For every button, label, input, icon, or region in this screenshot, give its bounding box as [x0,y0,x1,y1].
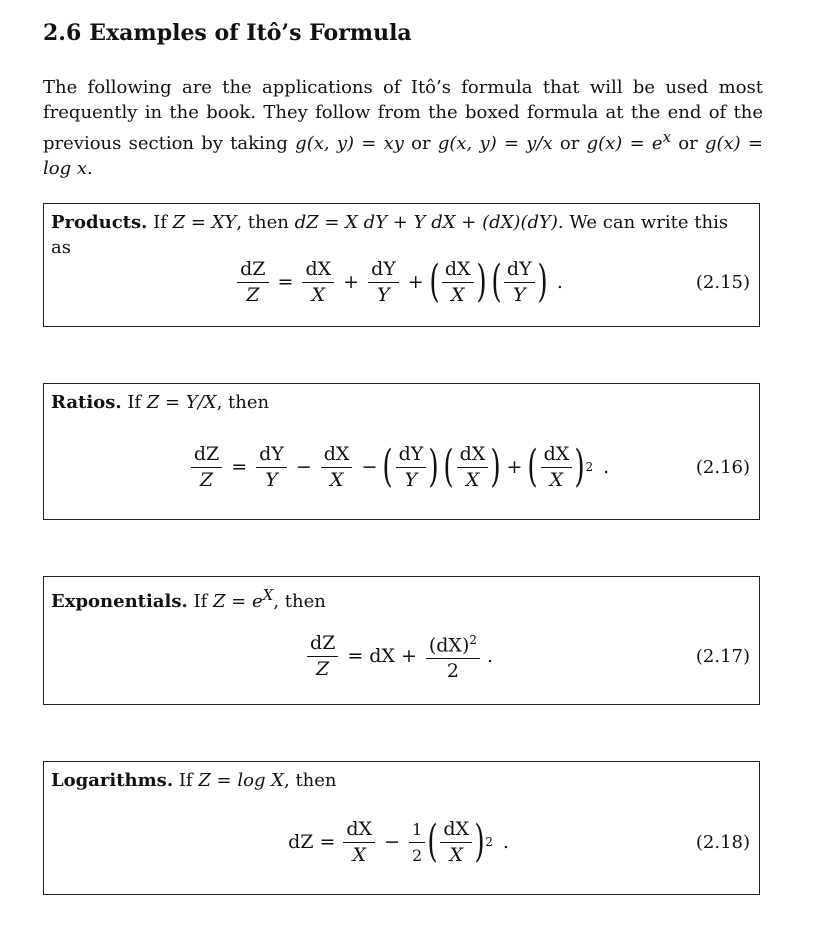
paren: ) [474,816,485,867]
var: X [311,283,326,306]
products-text: If [147,212,173,233]
intro-paragraph [43,75,763,181]
exponent: 2 [485,835,493,849]
intro-formula-log: g(x) = log x [43,133,764,179]
equation-2-17 [44,627,759,685]
exponentials-text: , then [273,591,326,612]
logarithms-condition: Z = log X [198,770,284,791]
paren: ) [574,441,586,492]
intro-end: . [87,158,93,179]
denominator [327,468,347,491]
products-box [43,203,760,327]
products-condition: Z = XY [172,212,237,233]
equation-number: (2.16) [695,456,750,478]
operator: = [347,645,364,667]
numerator: dZ [237,259,268,283]
equation-number: (2.18) [695,831,750,853]
numerator: dX [343,819,375,843]
numerator: 1 [409,819,425,843]
period: . [487,645,494,667]
var: Z [246,283,260,306]
products-text: , then [236,212,295,233]
var: Y [513,283,526,306]
fraction [440,819,472,866]
numerator: dY [256,444,287,468]
numerator: dX [302,259,334,283]
operator: + [343,271,360,293]
numerator: dZ [191,444,222,468]
ratios-text: , then [216,392,270,413]
fraction [409,819,425,866]
ratios-box [43,383,760,520]
paren: ( [427,816,438,867]
var: Z [316,657,330,680]
denominator: 2 [446,660,459,683]
intro-or: or [552,133,587,154]
fraction [321,444,353,491]
operator: + [407,271,424,293]
equation-2-16 [44,436,759,498]
paren: ) [537,256,548,307]
period: . [603,456,610,478]
exponentials-box [43,576,760,705]
operator: − [361,456,378,478]
denominator [349,843,369,866]
denominator [374,283,393,306]
section-title-text: Examples of Itô’s Formula [89,20,412,46]
ratios-text: If [121,392,147,413]
denominator [446,843,466,866]
term: (dX) [428,634,470,657]
denominator [262,468,281,491]
paren: ( [491,256,502,307]
equation-2-18 [44,812,759,872]
fraction [302,259,334,306]
fraction [426,630,480,682]
fraction [396,444,427,491]
numerator: dX [442,259,474,283]
section-number: 2.6 [43,20,82,46]
numerator: dX [440,819,472,843]
paren: ( [443,441,455,492]
var: X [449,843,463,866]
exponentials-condition-base: Z = e [212,591,263,612]
ratios-label: Ratios. [51,392,122,413]
intro-formula-exp [586,128,672,154]
products-label: Products. [51,212,148,233]
operator: + [400,645,417,667]
paren: ( [382,441,394,492]
numerator: dX [541,444,573,468]
denominator [313,657,332,680]
ratios-lead [51,390,753,415]
fraction [442,259,474,306]
var: Z [199,468,214,491]
numerator [426,630,480,659]
fraction [191,444,222,491]
operator: = [277,271,294,293]
denominator: 2 [412,845,423,865]
denominator [309,283,329,306]
intro-formula-exp-base: g(x) = e [586,133,663,154]
var: Y [377,283,390,306]
products-rule: dZ = X dY + Y dX + (dX)(dY) [294,212,558,233]
intro-or: or [403,133,438,154]
var: X [329,468,344,491]
section-title [43,20,412,46]
paren: ( [429,256,440,307]
denominator [448,283,468,306]
products-lead [51,210,753,260]
fraction [343,819,375,866]
numerator: dX [457,444,489,468]
paren: ( [527,441,539,492]
denominator [463,468,483,491]
operator: = [231,456,248,478]
equation-number: (2.15) [695,271,750,293]
denominator [402,468,421,491]
equation-number: (2.17) [695,645,750,667]
exponentials-text: If [187,591,213,612]
numerator: dY [396,444,427,468]
fraction [256,444,287,491]
intro-formula-exp-sup: x [662,128,672,146]
exponentials-label: Exponentials. [51,591,188,612]
intro-text: The following are the applications of Itô’s formula that will be used most frequently in the book. They follow from the boxed formula at the end of the previous section by taking [43,77,763,154]
fraction [541,444,573,491]
fraction [307,633,338,680]
intro-formula-product: g(x, y) = xy [295,133,404,154]
numerator: dX [321,444,353,468]
fraction [368,259,399,306]
denominator [197,468,216,491]
fraction [237,259,268,306]
logarithms-label: Logarithms. [51,770,174,791]
fraction [504,259,535,306]
logarithms-text: If [173,770,199,791]
numerator: dY [368,259,399,283]
ratios-condition: Z = Y/X [146,392,217,413]
var: Y [265,468,278,491]
logarithms-box [43,761,760,895]
paren: ) [476,256,487,307]
exponent: 2 [585,460,594,474]
denominator [547,468,567,491]
period: . [502,831,509,853]
var: X [352,843,366,866]
logarithms-lead [51,768,753,793]
paren: ) [490,441,502,492]
paren: ) [428,441,440,492]
operator: + [506,456,523,478]
var: Y [404,468,418,491]
intro-or: or [671,133,705,154]
var: X [450,283,465,306]
equation-2-15 [44,254,759,310]
fraction [457,444,489,491]
exponentials-lead [51,583,753,614]
operator: − [295,456,312,478]
term: dX [369,645,395,667]
period: . [556,271,563,293]
denominator [510,283,529,306]
logarithms-text: , then [284,770,337,791]
exponentials-condition-sup: X [262,586,274,604]
exponent: 2 [469,632,478,647]
exponentials-condition [212,586,274,612]
numerator: dZ [307,633,338,657]
var: X [549,468,564,491]
products-text: . We can write this as [51,212,729,258]
denominator [243,283,262,306]
term: dZ = [288,831,336,853]
var: X [465,468,480,491]
numerator: dY [504,259,535,283]
operator: − [384,831,401,853]
intro-formula-ratio: g(x, y) = y/x [437,133,553,154]
